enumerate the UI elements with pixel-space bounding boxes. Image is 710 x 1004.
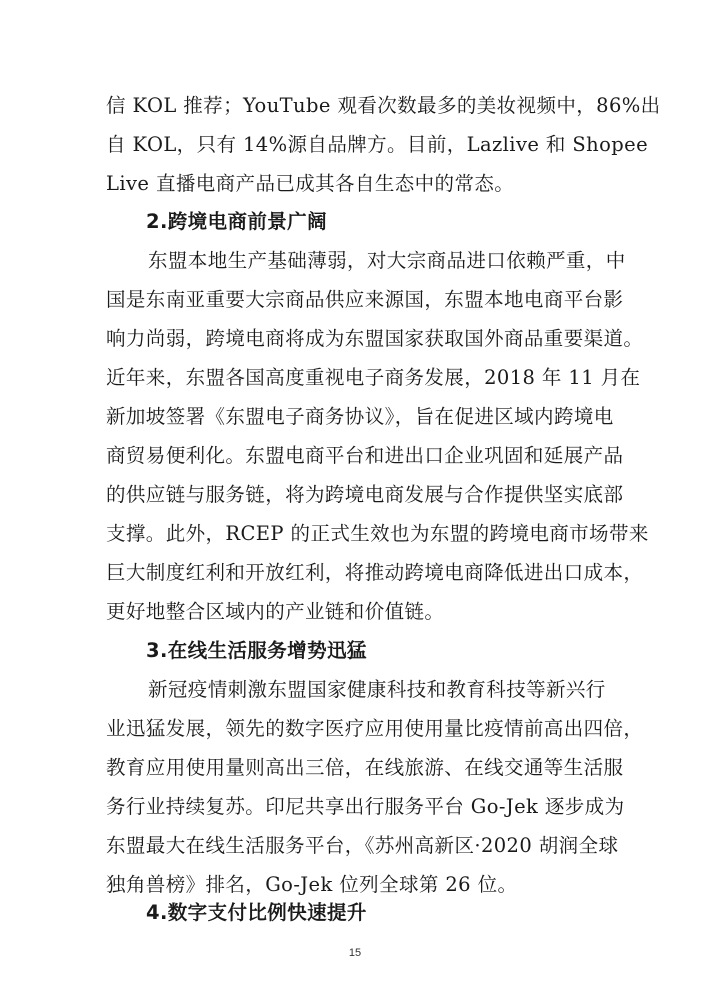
- paragraph-line: 商贸易便利化。东盟电商平台和进出口企业巩固和延展产品: [106, 444, 624, 467]
- paragraph-line: 响力尚弱，跨境电商将成为东盟国家获取国外商品重要渠道。: [106, 327, 644, 350]
- section-heading: 3.在线生活服务增势迅猛: [146, 639, 367, 662]
- paragraph-line: 更好地整合区域内的产业链和价值链。: [106, 600, 445, 623]
- paragraph-line: 近年来，东盟各国高度重视电子商务发展，2018 年 11 月在: [106, 366, 641, 389]
- section-heading: 2.跨境电商前景广阔: [146, 210, 327, 233]
- paragraph-line: Live 直播电商产品已成其各自生态中的常态。: [106, 172, 515, 195]
- paragraph-line: 教育应用使用量则高出三倍，在线旅游、在线交通等生活服: [106, 756, 624, 779]
- paragraph-line: 东盟本地生产基础薄弱，对大宗商品进口依赖严重，中: [148, 249, 626, 272]
- paragraph-line: 新冠疫情刺激东盟国家健康科技和教育科技等新兴行: [148, 678, 606, 701]
- paragraph-line: 新加坡签署《东盟电子商务协议》，旨在促进区域内跨境电: [106, 405, 614, 428]
- section-heading: 4.数字支付比例快速提升: [146, 901, 367, 924]
- paragraph-line: 巨大制度红利和开放红利，将推动跨境电商降低进出口成本，: [106, 561, 644, 584]
- paragraph-line: 支撑。此外，RCEP 的正式生效也为东盟的跨境电商市场带来: [106, 522, 649, 545]
- paragraph-line: 东盟最大在线生活服务平台，《苏州高新区·2020 胡润全球: [106, 834, 619, 857]
- page-number: 15: [348, 947, 362, 959]
- paragraph-line: 自 KOL，只有 14%源自品牌方。目前，Lazlive 和 Shopee: [106, 133, 649, 156]
- paragraph-line: 独角兽榜》排名，Go-Jek 位列全球第 26 位。: [106, 873, 518, 896]
- paragraph-line: 信 KOL 推荐；YouTube 观看次数最多的美妆视频中，86%出: [106, 94, 661, 117]
- paragraph-line: 的供应链与服务链，将为跨境电商发展与合作提供坚实底部: [106, 483, 624, 506]
- paragraph-line: 国是东南亚重要大宗商品供应来源国，东盟本地电商平台影: [106, 288, 624, 311]
- paragraph-line: 务行业持续复苏。印尼共享出行服务平台 Go-Jek 逐步成为: [106, 795, 625, 818]
- paragraph-line: 业迅猛发展，领先的数字医疗应用使用量比疫情前高出四倍，: [106, 717, 644, 740]
